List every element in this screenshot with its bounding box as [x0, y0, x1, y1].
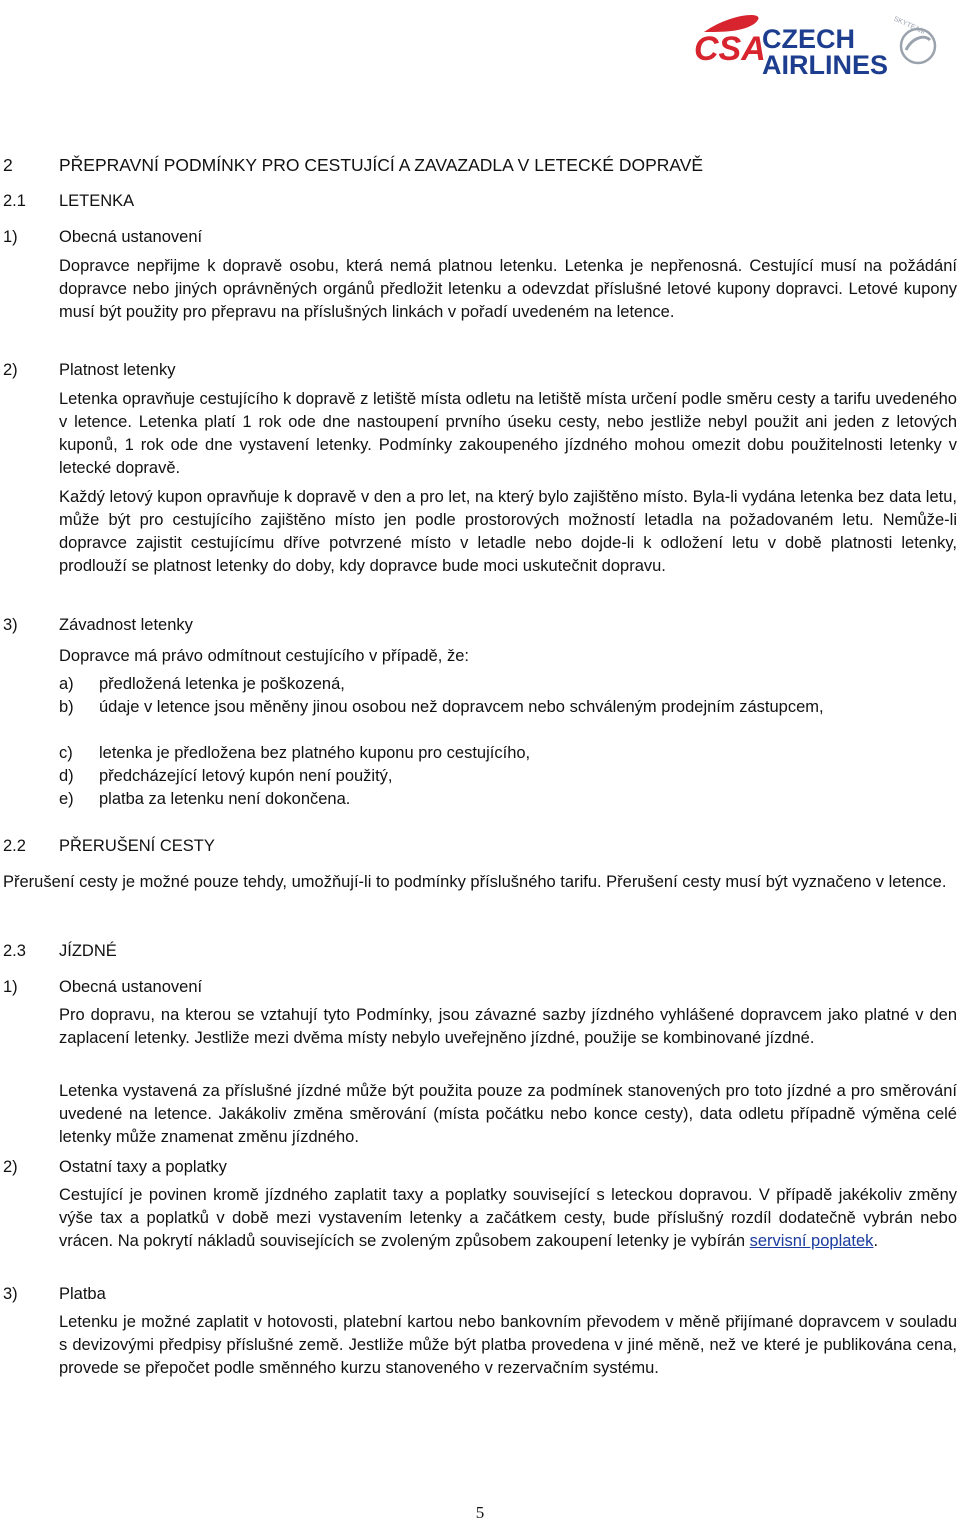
- logo-line2: AIRLINES: [762, 50, 889, 80]
- item-number: 3): [3, 616, 18, 634]
- list-item-letter: a): [59, 675, 74, 693]
- paragraph: [59, 1184, 957, 1253]
- paragraph: Letenka vystavená za příslušné jízdné může být použita pouze za podmínek stanovených pro toto jízdné a pro směrování uvedené na letence. Jakákoliv změna směrování (místa počátku nebo konce cesty), data odletu případně výměna celé letenky může znamenat změnu jízdného.: [59, 1082, 957, 1146]
- list-item-letter: d): [59, 767, 74, 785]
- paragraph: Dopravce má právo odmítnout cestujícího v případě, že:: [59, 647, 469, 665]
- list-item-letter: e): [59, 790, 74, 808]
- paragraph: Přerušení cesty je možné pouze tehdy, umožňují-li to podmínky příslušného tarifu. Přerušení cesty musí být vyznačeno v letence.: [3, 873, 947, 891]
- paragraph: Každý letový kupon opravňuje k dopravě v den a pro let, na který bylo zajištěno místo. Byla-li vydána letenka bez data letu, může být pro cestujícího zajištěno místo jen podle prostorových možností letadla na požadovaném letu. Nemůže-li dopravce zajistit cestujícímu dříve potvrzené místo v letadle nebo dojde-li k odložení letu v době platnosti letenky, prodlouží se platnost letenky do doby, kdy dopravce bude moci uskutečnit dopravu.: [59, 488, 957, 575]
- list-item-letter: b): [59, 698, 74, 716]
- paragraph: Dopravce nepřijme k dopravě osobu, která nemá platnou letenku. Letenka je nepřenosná. Cestující musí na požádání dopravce nebo jiných oprávněných orgánů předložit letenku a odevzdat příslušné letové kupony dopravci. Letové kupony musí být použity pro přepravu na příslušných linkách v pořadí uvedeném na letence.: [59, 257, 957, 321]
- list-item: platba za letenku není dokončena.: [99, 790, 351, 808]
- list-item: předložená letenka je poškozená,: [99, 675, 345, 693]
- item-number: 2): [3, 361, 18, 379]
- paragraph: Pro dopravu, na kterou se vztahují tyto Podmínky, jsou závazné sazby jízdného vyhlášené dopravcem jako platné v den zaplacení letenky. Jestliže mezi dvěma místy nebylo uveřejněno jízdné, použije se kombinované jízdné.: [59, 1006, 957, 1047]
- czech-airlines-logo: [692, 10, 942, 80]
- subsection-number: 2.1: [3, 192, 26, 210]
- item-label: Platba: [59, 1285, 106, 1303]
- item-label: Ostatní taxy a poplatky: [59, 1158, 227, 1176]
- paragraph-text-end: .: [873, 1232, 879, 1250]
- paragraph-text: Cestující je povinen kromě jízdného zaplatit taxy a poplatky související s leteckou dopravou. V případě jakékoliv změny výše tax a poplatků v době mezi vystavením letenky a začátkem cesty, bude příslušný rozdíl dodatečně vybrán nebo vrácen. Na pokrytí nákladů souvisejících se zvoleným způsobem zakoupení letenky je vybírán: [59, 1186, 957, 1250]
- section-number: 2: [3, 155, 13, 175]
- service-fee-link[interactable]: servisní poplatek: [749, 1232, 874, 1250]
- subsection-number: 2.2: [3, 837, 26, 855]
- list-item: údaje v letence jsou měněny jinou osobou než dopravcem nebo schváleným prodejním zástupcem,: [99, 698, 824, 716]
- paragraph: Letenka opravňuje cestujícího k dopravě z letiště místa odletu na letiště místa určení podle směru cesty a tarifu uvedeného v letence. Letenka platí 1 rok ode dne nastoupení prvního úseku cesty, nebo jestliže nebyl použit ani jeden z letových kuponů, 1 rok ode dne vystavení letenky. Podmínky zakoupeného jízdného mohou omezit dobu použitelnosti letenky v letecké dopravě.: [59, 390, 957, 477]
- subsection-number: 2.3: [3, 942, 26, 960]
- list-item: letenka je předložena bez platného kuponu pro cestujícího,: [99, 744, 531, 762]
- item-number: 3): [3, 1285, 18, 1303]
- subsection-title: PŘERUŠENÍ CESTY: [59, 837, 215, 855]
- section-title: PŘEPRAVNÍ PODMÍNKY PRO CESTUJÍCÍ A ZAVAZADLA V LETECKÉ DOPRAVĚ: [59, 155, 704, 175]
- item-label: Obecná ustanovení: [59, 228, 203, 246]
- skyteam-label: SKYTEAM: [892, 15, 926, 37]
- logo-mark: CSA: [694, 30, 766, 68]
- logo-line1: CZECH: [762, 24, 855, 54]
- list-item: předcházející letový kupón není použitý,: [99, 767, 393, 785]
- item-number: 2): [3, 1158, 18, 1176]
- list-item-letter: c): [59, 744, 73, 762]
- skyteam-mark: [901, 29, 935, 63]
- item-label: Závadnost letenky: [59, 616, 193, 634]
- paragraph: Letenku je možné zaplatit v hotovosti, platební kartou nebo bankovním převodem v měně přijímané dopravcem v souladu s devizovými předpisy příslušné země. Jestliže může být platba provedena v jiné měně, než ve které je publikována cena, provede se přepočet podle směnného kurzu stanoveného v rezervačním systému.: [59, 1313, 957, 1377]
- page-number: 5: [475, 1503, 485, 1522]
- item-number: 1): [3, 228, 18, 246]
- item-number: 1): [3, 978, 18, 996]
- subsection-title: LETENKA: [59, 192, 135, 210]
- item-label: Platnost letenky: [59, 361, 176, 379]
- item-label: Obecná ustanovení: [59, 978, 203, 996]
- subsection-title: JÍZDNÉ: [59, 942, 117, 960]
